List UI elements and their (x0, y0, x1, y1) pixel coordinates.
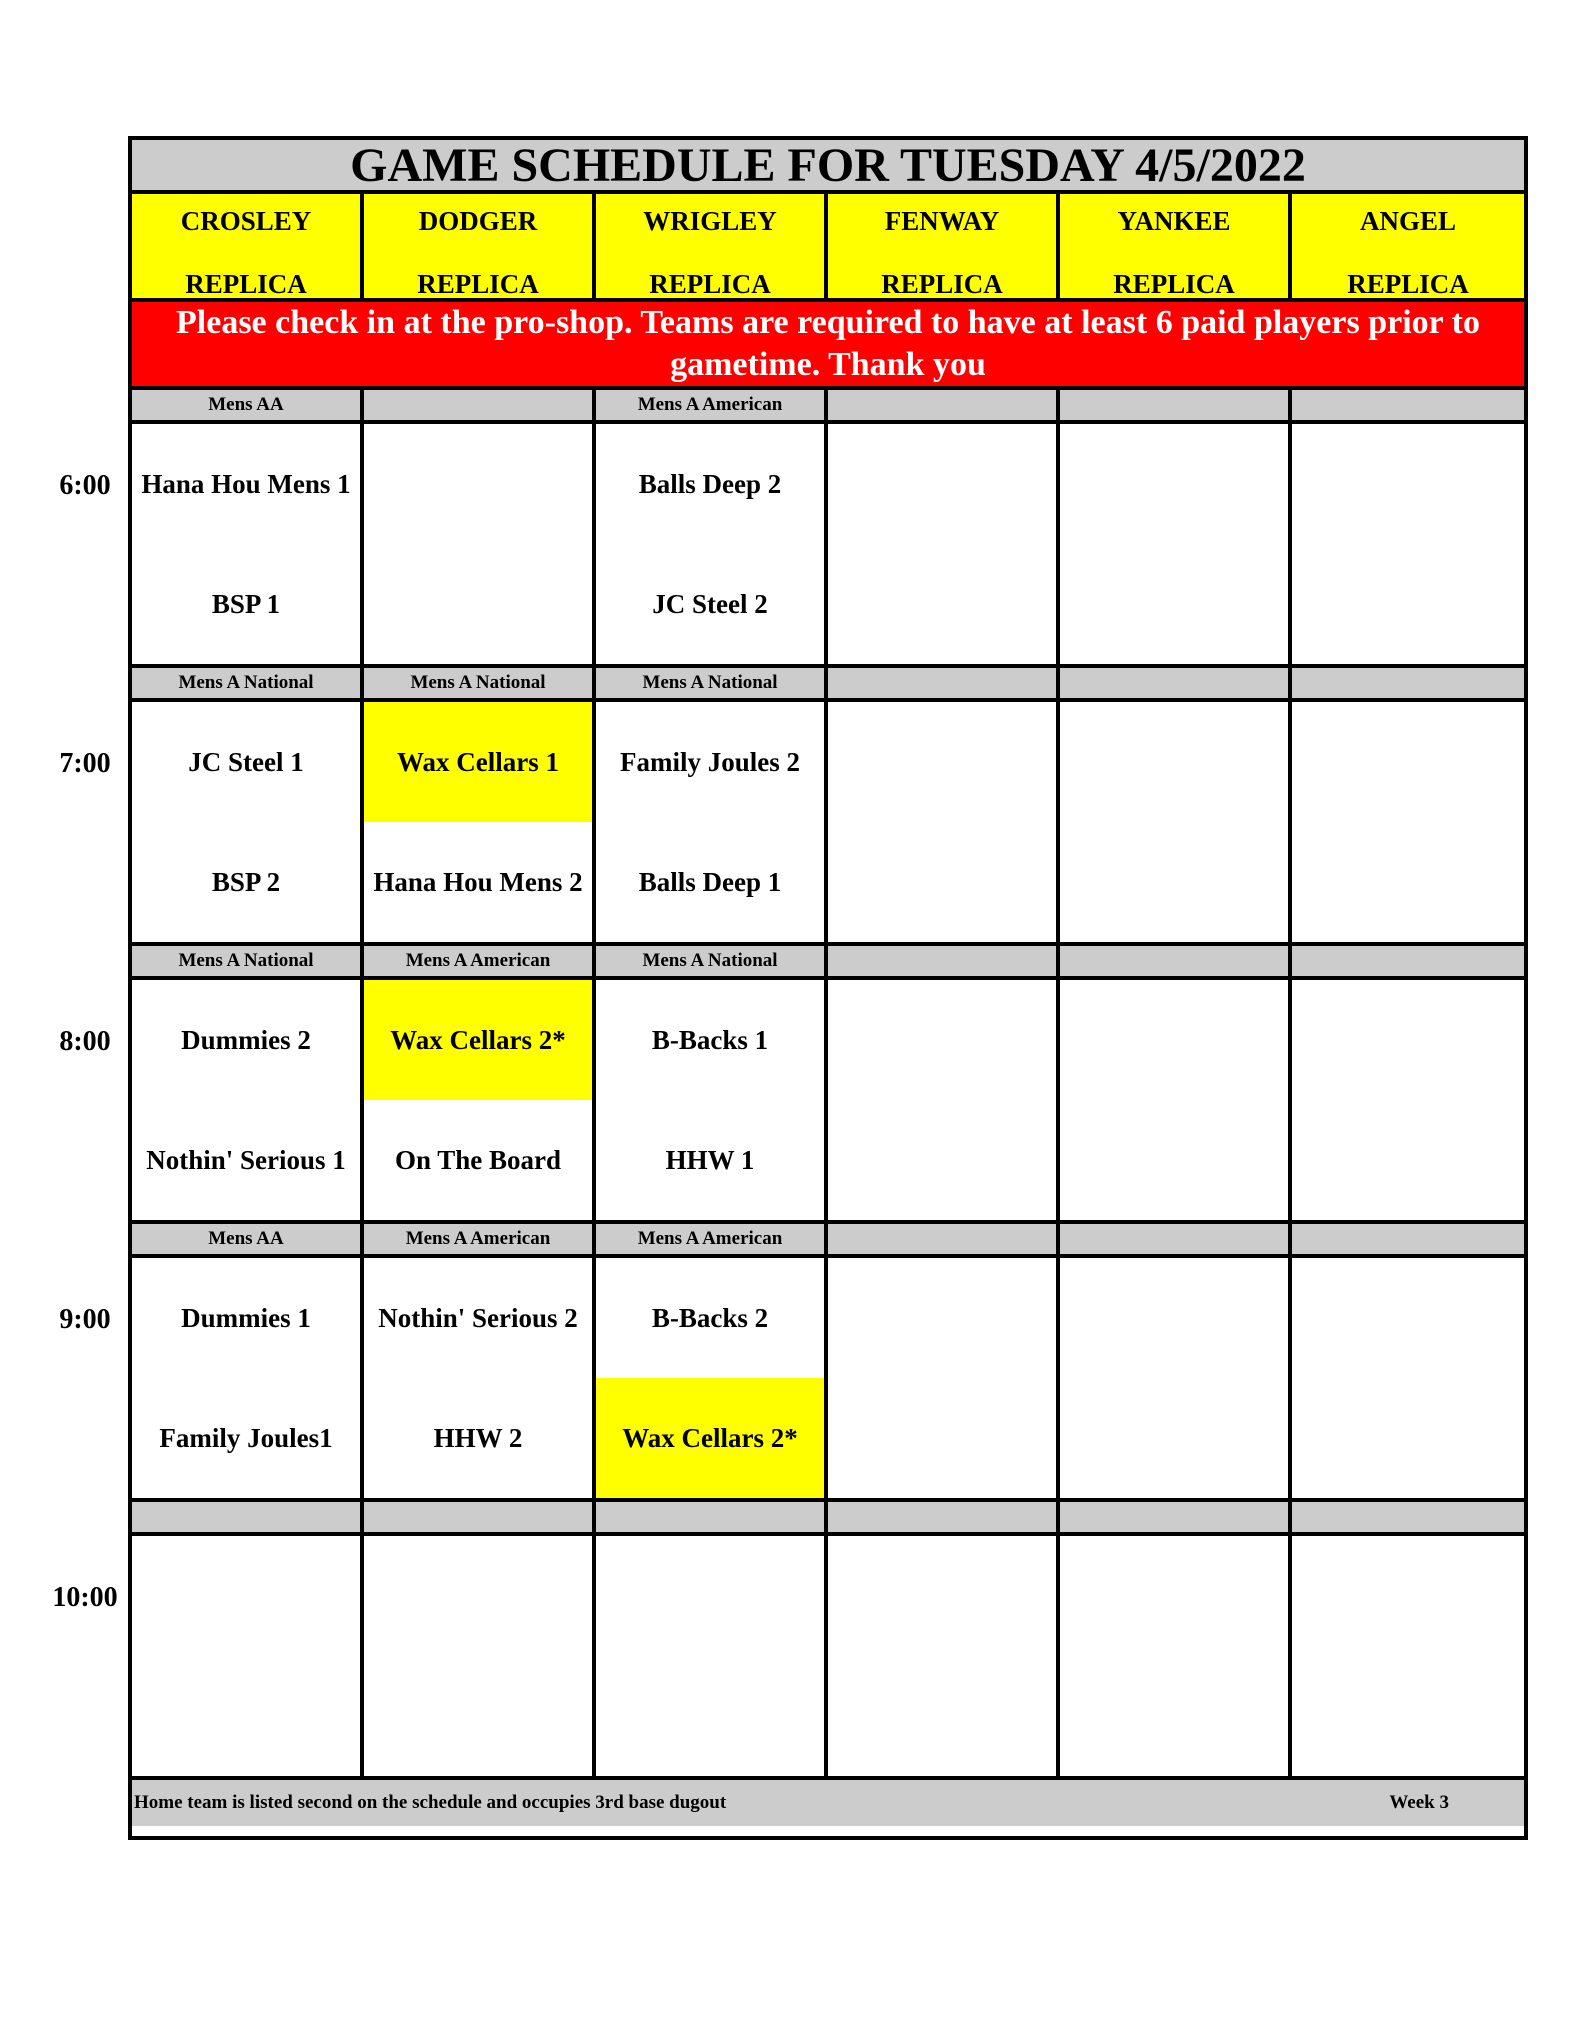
away-team (1292, 702, 1524, 822)
field-header (828, 194, 1060, 298)
home-team (364, 1656, 592, 1776)
game-cell (1060, 702, 1292, 942)
home-team (132, 1656, 360, 1776)
field-subtitle: REPLICA (1113, 269, 1235, 299)
home-team (828, 1100, 1056, 1220)
away-team: B-Backs 2 (651, 1302, 769, 1333)
home-team: HHW 1 (665, 1144, 755, 1175)
away-team (1292, 980, 1524, 1100)
game-cell (596, 1258, 828, 1498)
away-team (1060, 1536, 1288, 1656)
division-row (132, 668, 1524, 702)
home-team: Wax Cellars 2* (596, 1378, 824, 1498)
away-team: Dummies 2 (181, 1024, 311, 1055)
away-team: Family Joules 2 (620, 746, 800, 777)
field-header (1292, 194, 1524, 298)
home-team (828, 1378, 1056, 1498)
away-team: Nothin' Serious 2 (378, 1302, 578, 1333)
away-team (364, 424, 592, 544)
home-team (828, 822, 1056, 942)
game-cell (1060, 424, 1292, 664)
home-team (828, 1656, 1056, 1776)
home-team (1060, 822, 1288, 942)
away-team: Dummies 1 (181, 1302, 311, 1333)
home-team (364, 544, 592, 664)
game-row (132, 980, 1524, 1224)
division-label (828, 390, 1060, 420)
away-team (1060, 424, 1288, 544)
page-title: GAME SCHEDULE FOR TUESDAY 4/5/2022 (132, 140, 1524, 194)
home-team: HHW 2 (433, 1422, 523, 1453)
game-row (132, 702, 1524, 946)
home-team (596, 1656, 824, 1776)
division-label (828, 668, 1060, 698)
division-label: Mens A American (596, 1224, 828, 1254)
away-team (1060, 1258, 1288, 1378)
game-cell (828, 424, 1060, 664)
home-team: Balls Deep 1 (638, 866, 782, 897)
home-team (1292, 1100, 1524, 1220)
away-team: Hana Hou Mens 1 (141, 468, 351, 499)
game-cell (828, 1536, 1060, 1776)
away-team (828, 1536, 1056, 1656)
game-cell (1060, 1258, 1292, 1498)
division-label (1060, 1502, 1292, 1532)
home-team (1060, 544, 1288, 664)
division-label (1292, 668, 1524, 698)
division-row (132, 1224, 1524, 1258)
away-team (828, 702, 1056, 822)
game-cell (1292, 1258, 1524, 1498)
division-row (132, 1502, 1524, 1536)
field-header (596, 194, 828, 298)
field-subtitle: REPLICA (881, 269, 1003, 299)
away-team (1060, 980, 1288, 1100)
game-cell (364, 1536, 596, 1776)
away-team (828, 1258, 1056, 1378)
game-cell (596, 424, 828, 664)
home-team (1292, 544, 1524, 664)
field-name: FENWAY (884, 206, 1000, 236)
game-cell (364, 424, 596, 664)
game-cell (132, 980, 364, 1220)
away-team (1060, 702, 1288, 822)
home-team: Family Joules1 (159, 1422, 333, 1453)
time-label: 10:00 (52, 1582, 118, 1613)
footer (132, 1780, 1524, 1826)
away-team: JC Steel 1 (188, 746, 304, 777)
division-label: Mens AA (132, 390, 364, 420)
division-row (132, 390, 1524, 424)
game-cell (132, 702, 364, 942)
division-row (132, 946, 1524, 980)
time-label: 7:00 (59, 748, 111, 779)
division-label: Mens A National (132, 668, 364, 698)
away-team (596, 1536, 824, 1656)
game-cell (1292, 424, 1524, 664)
game-cell (1292, 980, 1524, 1220)
away-team (1292, 424, 1524, 544)
game-cell (132, 1536, 364, 1776)
division-label: Mens A National (132, 946, 364, 976)
away-team (828, 424, 1056, 544)
division-label (1292, 946, 1524, 976)
time-slots (132, 390, 1524, 1780)
home-team (828, 544, 1056, 664)
game-cell (364, 980, 596, 1220)
home-team (1292, 822, 1524, 942)
field-header (364, 194, 596, 298)
field-subtitle: REPLICA (417, 269, 539, 299)
home-team: Hana Hou Mens 2 (373, 866, 583, 897)
game-cell (596, 980, 828, 1220)
field-subtitle: REPLICA (1347, 269, 1469, 299)
game-cell (596, 702, 828, 942)
division-label (1292, 390, 1524, 420)
division-label: Mens A National (596, 668, 828, 698)
home-team: Nothin' Serious 1 (146, 1144, 346, 1175)
division-label: Mens A American (364, 1224, 596, 1254)
time-label: 6:00 (59, 470, 111, 501)
field-subtitle: REPLICA (649, 269, 771, 299)
field-name: DODGER (418, 206, 538, 236)
away-team: Wax Cellars 1 (364, 702, 592, 822)
division-label (1060, 1224, 1292, 1254)
game-row (132, 1258, 1524, 1502)
field-header (132, 194, 364, 298)
division-label: Mens A American (596, 390, 828, 420)
field-name: YANKEE (1117, 206, 1231, 236)
game-cell (132, 1258, 364, 1498)
away-team: B-Backs 1 (651, 1024, 769, 1055)
away-team (1292, 1536, 1524, 1656)
field-header-row (132, 194, 1524, 302)
away-team (1292, 1258, 1524, 1378)
game-cell (596, 1536, 828, 1776)
home-team: On The Board (394, 1144, 562, 1175)
division-label (1060, 668, 1292, 698)
field-name: ANGEL (1359, 206, 1457, 236)
division-label (1292, 1224, 1524, 1254)
division-label (1060, 390, 1292, 420)
game-cell (828, 702, 1060, 942)
game-cell (364, 702, 596, 942)
away-team: Balls Deep 2 (638, 468, 782, 499)
game-cell (1060, 1536, 1292, 1776)
home-team (1060, 1656, 1288, 1776)
game-cell (828, 980, 1060, 1220)
game-cell (132, 424, 364, 664)
home-team: BSP 2 (211, 866, 281, 897)
time-label: 9:00 (59, 1304, 111, 1335)
division-label: Mens A National (364, 668, 596, 698)
away-team (364, 1536, 592, 1656)
schedule-sheet (128, 136, 1528, 1840)
game-cell (1060, 980, 1292, 1220)
field-header (1060, 194, 1292, 298)
footer-note: Home team is listed second on the schedule and occupies 3rd base dugout (134, 1792, 727, 1813)
division-label (132, 1502, 364, 1532)
division-label: Mens A American (364, 946, 596, 976)
field-name: WRIGLEY (643, 206, 777, 236)
home-team (1060, 1378, 1288, 1498)
division-label (1060, 946, 1292, 976)
division-label (828, 1224, 1060, 1254)
game-cell (1292, 1536, 1524, 1776)
field-subtitle: REPLICA (185, 269, 307, 299)
division-label (1292, 1502, 1524, 1532)
division-label (364, 390, 596, 420)
game-row (132, 1536, 1524, 1780)
division-label (828, 946, 1060, 976)
time-label: 8:00 (59, 1026, 111, 1057)
week-label: Week 3 (1389, 1792, 1449, 1813)
game-cell (1292, 702, 1524, 942)
division-label (364, 1502, 596, 1532)
game-row (132, 424, 1524, 668)
game-cell (364, 1258, 596, 1498)
home-team: BSP 1 (211, 588, 281, 619)
field-name: CROSLEY (180, 206, 312, 236)
home-team (1060, 1100, 1288, 1220)
home-team: JC Steel 2 (652, 588, 768, 619)
division-label (596, 1502, 828, 1532)
division-label (828, 1502, 1060, 1532)
game-cell (828, 1258, 1060, 1498)
away-team: Wax Cellars 2* (364, 980, 592, 1100)
division-label: Mens A National (596, 946, 828, 976)
away-team (828, 980, 1056, 1100)
home-team (1292, 1378, 1524, 1498)
home-team (1292, 1656, 1524, 1776)
away-team (132, 1536, 360, 1656)
division-label: Mens AA (132, 1224, 364, 1254)
check-in-notice: Please check in at the pro-shop. Teams are required to have at least 6 paid players prior to gametime. Thank you (132, 302, 1524, 390)
